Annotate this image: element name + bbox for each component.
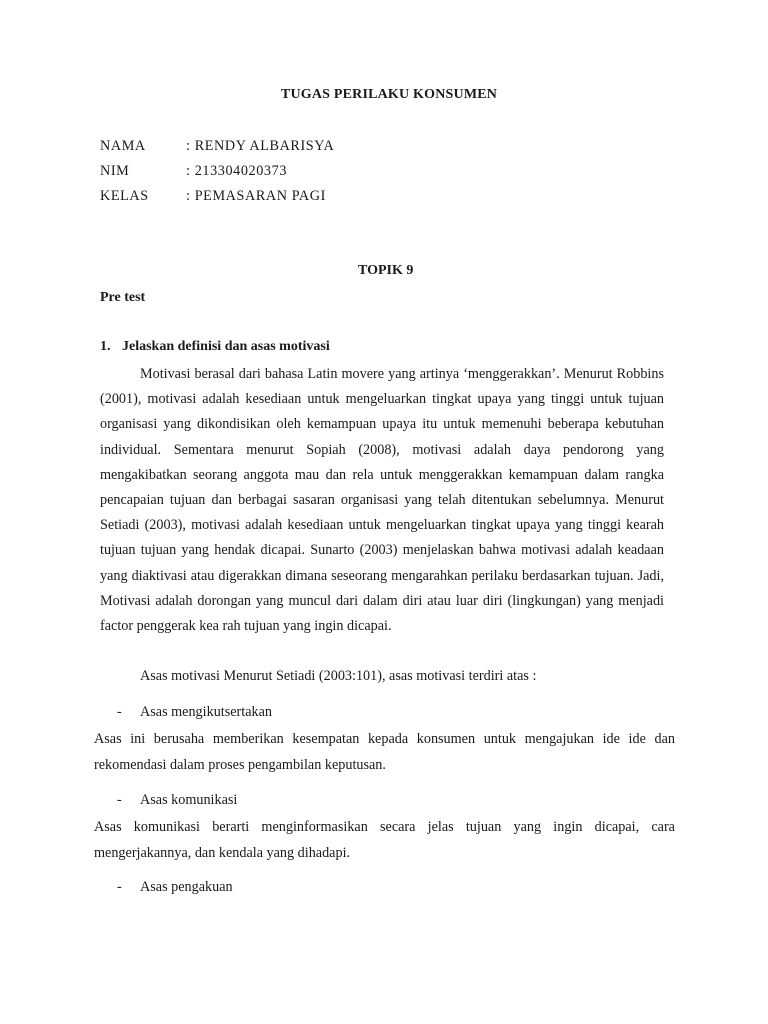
- identity-value: : 213304020373: [186, 163, 288, 179]
- identity-label: NIM: [100, 163, 130, 179]
- principle-name: Asas pengakuan: [140, 879, 233, 895]
- principle-item: [117, 704, 272, 721]
- identity-label: KELAS: [100, 188, 149, 204]
- principle-item: [117, 879, 233, 896]
- document-title: TUGAS PERILAKU KONSUMEN: [280, 87, 498, 102]
- identity-label: NAMA: [100, 138, 146, 154]
- identity-value: : PEMASARAN PAGI: [186, 188, 326, 204]
- section-heading: Pre test: [100, 290, 146, 305]
- motivation-definition-paragraph: [100, 362, 664, 639]
- bullet-dash: -: [117, 792, 122, 808]
- identity-row-kelas: [100, 188, 326, 205]
- identity-value: : RENDY ALBARISYA: [186, 138, 335, 154]
- bullet-dash: -: [117, 704, 122, 720]
- question-number: 1.: [100, 339, 111, 354]
- paragraph-text: Asas motivasi Menurut Setiadi (2003:101), asas motivasi terdiri atas :: [140, 668, 537, 684]
- topic-heading: TOPIK 9: [358, 263, 414, 278]
- principle-description: Asas ini berusaha memberikan kesempatan kepada konsumen untuk mengajukan ide ide dan rekomendasi dalam proses pengambilan keputusan.: [94, 731, 675, 773]
- principle-description: Asas komunikasi berarti menginformasikan secara jelas tujuan yang ingin dicapai, cara mengerjakannya, dan kendala yang dihadapi.: [94, 819, 675, 861]
- principle-name: Asas mengikutsertakan: [140, 704, 272, 720]
- question-heading: [100, 339, 330, 355]
- bullet-dash: -: [117, 879, 122, 895]
- principles-intro-paragraph: [100, 664, 664, 689]
- principle-name: Asas komunikasi: [140, 792, 238, 808]
- paragraph-text: Motivasi berasal dari bahasa Latin movere yang artinya ‘menggerakkan’. Menurut Robbins (2001), motivasi adalah kesediaan untuk mengeluarkan tingkat upaya yang tinggi untuk tujuan organisasi yang dikondisikan oleh kemampuan upaya itu untuk memenuhi beberapa kebutuhan individual. Sementara menurut Sopiah (2008), motivasi adalah daya pendorong yang mengakibatkan seorang anggota mau dan rela untuk menggerakkan kemampuan dalam rangka pencapaian tujuan dan berbagai sasaran organisasi yang telah ditentukan sebelumnya. Menurut Setiadi (2003), motivasi adalah kesediaan untuk mengeluarkan tingkat upaya yang tinggi kearah tujuan tujuan yang hendak dicapai. Sunarto (2003) menjelaskan bahwa motivasi adalah keadaan yang diaktivasi atau digerakkan dimana seseorang mengarahkan perilaku berdasarkan tujuan. Jadi, Motivasi adalah dorongan yang muncul dari dalam diri atau luar diri (lingkungan) yang menjadi factor penggerak kea rah tujuan yang ingin dicapai.: [100, 366, 664, 635]
- identity-row-nim: [100, 163, 287, 180]
- question-text: Jelaskan definisi dan asas motivasi: [122, 339, 330, 354]
- principle-item: [117, 792, 237, 809]
- identity-row-nama: [100, 138, 334, 155]
